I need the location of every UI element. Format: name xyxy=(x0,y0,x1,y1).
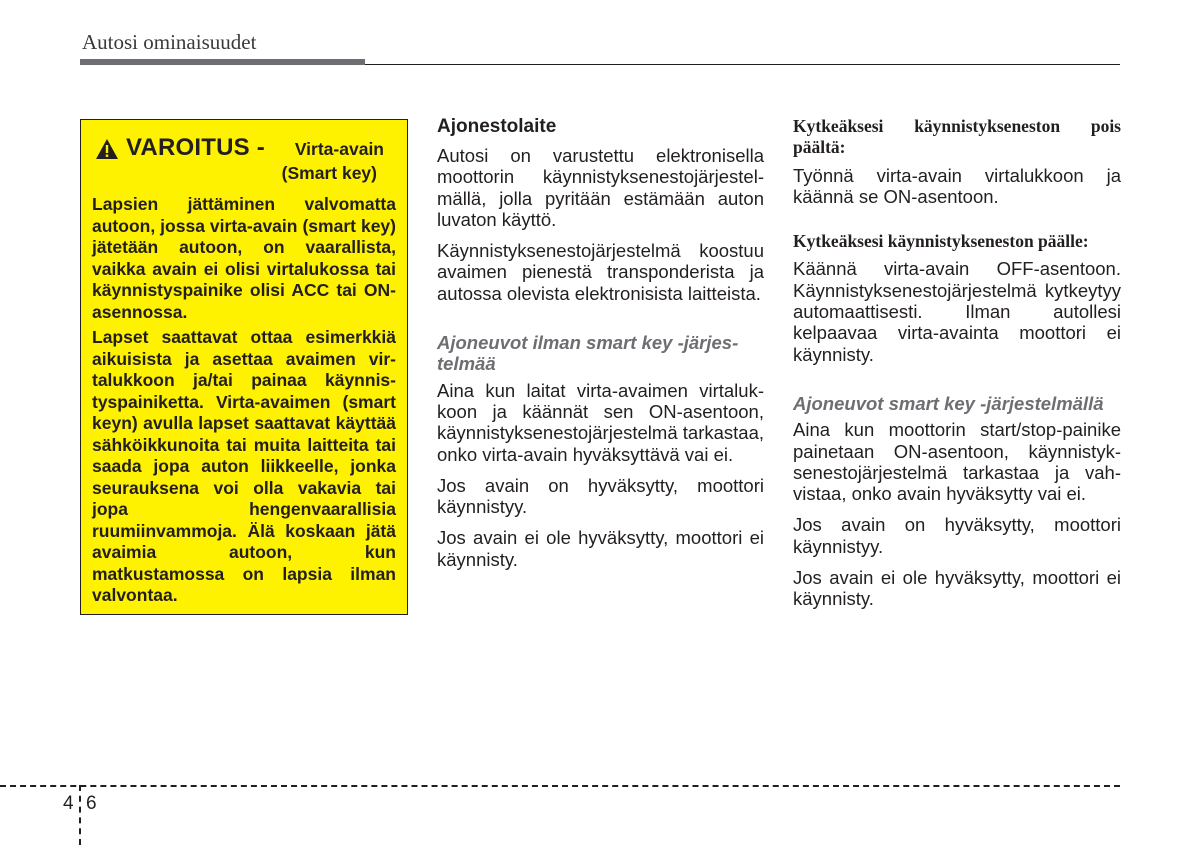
body-paragraph: Aina kun moottorin start/stop-painike painetaan ON-asentoon, käynnistyksenestojärjestelmä tarkastaa ja vahvistaa, onko avain hyväksytty vai ei. xyxy=(793,419,1121,505)
warning-triangle-icon xyxy=(95,138,119,160)
page-number: 6 xyxy=(86,793,97,814)
chapter-number: 4 xyxy=(63,793,74,814)
serif-heading: Kytkeäksesi käynnistykseneston pois päältä: xyxy=(793,116,1121,158)
body-paragraph: Aina kun laitat virta-avaimen virtalukkoon ja käännät sen ON-asentoon, käynnistyksenestojärjestelmä tarkastaa, onko virta-avain hyväksyttävä vai ei. xyxy=(437,379,764,465)
warning-paragraph: Lapset saattavat ottaa esimerkkiä aikuisista ja asettaa avaimen virtalukkoon ja/tai painaa käynnistyspainiketta. Virta-avaimen (smart keyn) avulla lapset saattavat käyttää sähköikkunoita tai muita laitteita tai saada jopa auton liikkeelle, jonka seurauksena voi olla vakavia tai jopa hengenvaarallisia ruumiinvammoja. Älä koskaan jätä avaimia autoon, kun matkustamossa on lapsia ilman valvontaa. xyxy=(92,327,396,605)
body-paragraph: Työnnä virta-avain virtalukkoon ja käännä se ON-asentoon. xyxy=(793,164,1121,207)
body-paragraph: Käynnistyksenestojärjestelmä koostuu avaimen pienestä transponderista ja autossa olevista elektronisista laitteista. xyxy=(437,240,764,304)
warning-header xyxy=(92,132,396,194)
sub-heading: Ajoneuvot ilman smart key -järjestelmää xyxy=(437,332,739,375)
body-paragraph: Jos avain on hyväksytty, moottori käynnistyy. xyxy=(793,514,1121,557)
header-rule xyxy=(365,64,1120,65)
footer-dashed-divider xyxy=(79,785,81,845)
body-paragraph: Jos avain on hyväksytty, moottori käynnistyy. xyxy=(437,474,764,518)
middle-column xyxy=(437,116,764,580)
warning-box xyxy=(80,119,408,615)
footer-dashed-rule xyxy=(0,785,1120,787)
header-bar xyxy=(80,59,365,65)
section-heading: Ajonestolaite xyxy=(437,116,557,137)
page-header-title: Autosi ominaisuudet xyxy=(82,30,257,54)
warning-label: VAROITUS - xyxy=(126,134,265,161)
serif-heading: Kytkeäksesi käynnistykseneston päälle: xyxy=(793,231,1089,252)
body-paragraph: Autosi on varustettu elektronisella moottorin käynnistyksenestojärjestelmällä, jolla pyritään estämään auton luvaton käyttö. xyxy=(437,145,764,230)
body-paragraph: Käännä virta-avain OFF-asentoon. Käynnistyksenestojärjestelmä kytkeytyy automaattisesti. Ilman autollesi kelpaavaa virta-avainta moottori ei käynnisty. xyxy=(793,258,1121,365)
sub-heading: Ajoneuvot smart key -järjestelmällä xyxy=(793,392,1104,414)
right-column xyxy=(793,116,1121,620)
warning-paragraph: Lapsien jättäminen valvomatta autoon, jossa virta-avain (smart key) jätetään autoon, on vaarallista, vaikka avain ei olisi virtalukossa tai käynnistyspainike olisi ACC tai ON-asennossa. xyxy=(92,194,396,322)
warning-subtitle-line2: (Smart key) xyxy=(281,163,377,183)
body-paragraph: Jos avain ei ole hyväksytty, moottori ei käynnisty. xyxy=(793,567,1121,610)
body-paragraph: Jos avain ei ole hyväksytty, moottori ei käynnisty. xyxy=(437,527,764,570)
warning-subtitle-line1: Virta-avain xyxy=(294,139,384,159)
